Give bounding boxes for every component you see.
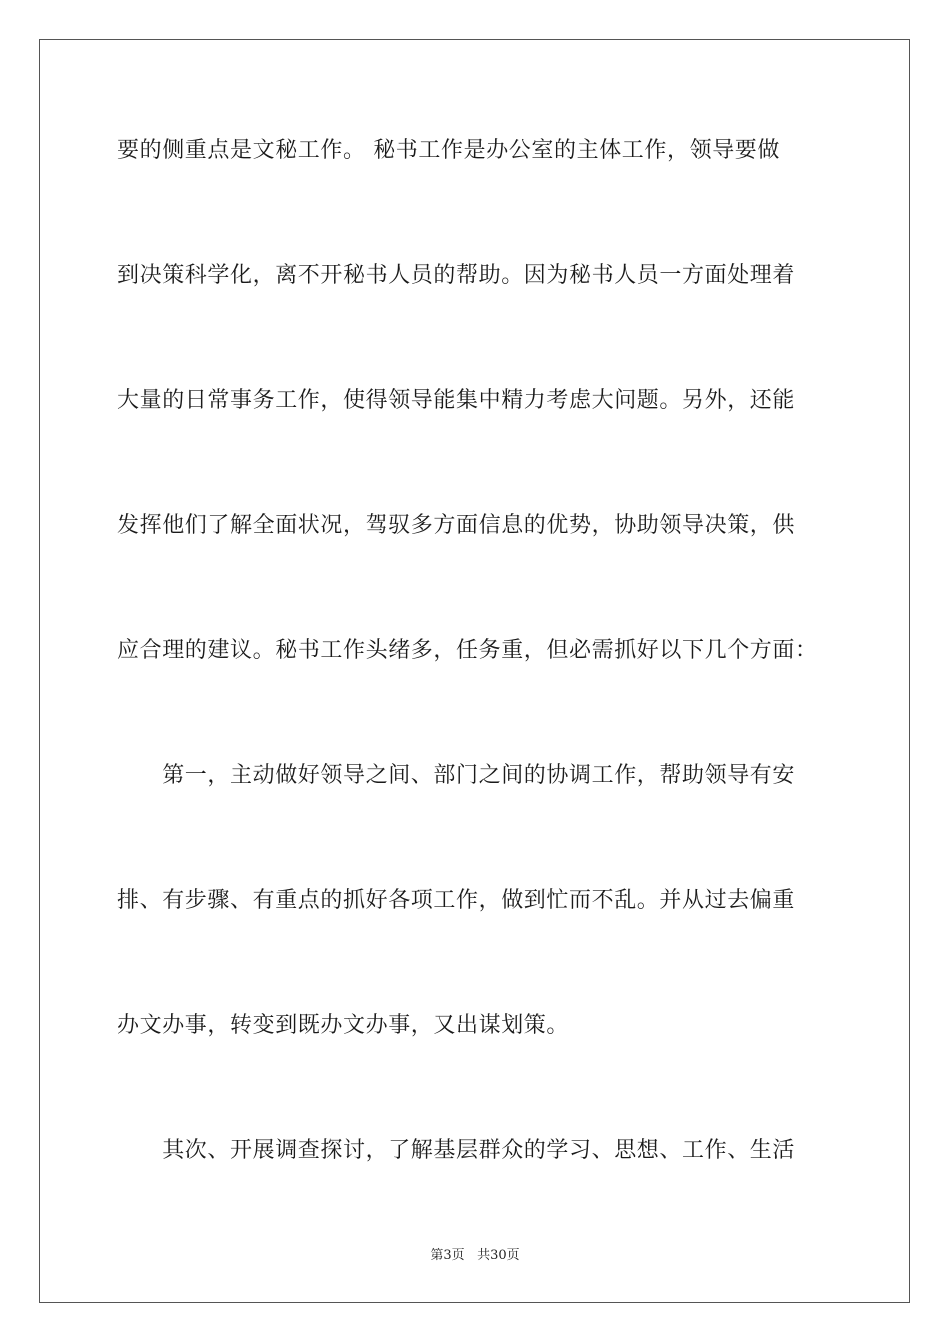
text-line: 办文办事，转变到既办文办事，又出谋划策。: [117, 1013, 570, 1038]
text-line: 要的侧重点是文秘工作。 秘书工作是办公室的主体工作，领导要做: [117, 138, 780, 163]
page-border: [39, 39, 910, 1303]
page-total: 共30页: [477, 1248, 520, 1263]
text-line: 应合理的建议。秘书工作头绪多，任务重，但必需抓好以下几个方面：: [117, 638, 818, 663]
text-line: 其次、开展调查探讨，了解基层群众的学习、思想、工作、生活: [117, 1138, 796, 1163]
text-line: 发挥他们了解全面状况，驾驭多方面信息的优势，协助领导决策，供: [117, 513, 796, 538]
text-line: 排、有步骤、有重点的抓好各项工作，做到忙而不乱。并从过去偏重: [117, 888, 796, 913]
text-line: 第一，主动做好领导之间、部门之间的协调工作，帮助领导有安: [117, 763, 796, 788]
page-number: 第3页: [430, 1248, 465, 1263]
page-footer: [0, 1247, 950, 1265]
text-line: 大量的日常事务工作，使得领导能集中精力考虑大问题。另外，还能: [117, 388, 796, 413]
text-line: 到决策科学化，离不开秘书人员的帮助。因为秘书人员一方面处理着: [117, 263, 796, 288]
